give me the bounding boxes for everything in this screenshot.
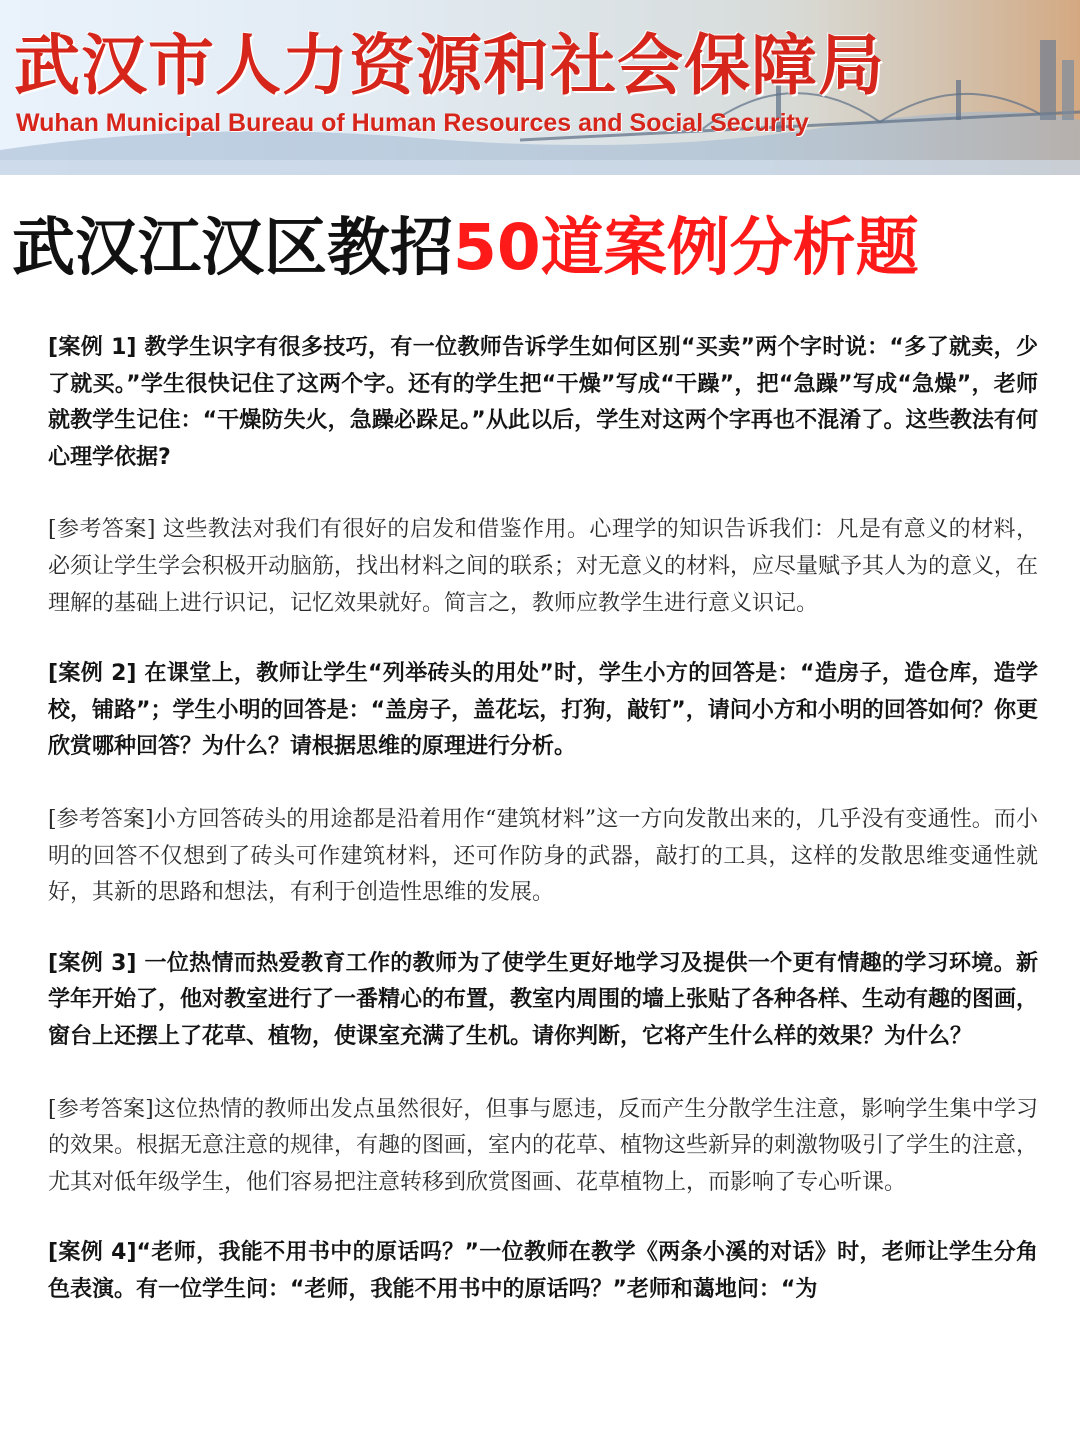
bureau-name-cn: 武汉市人力资源和社会保障局	[14, 27, 885, 104]
case-3-question-text: 一位热情而热爱教育工作的教师为了使学生更好地学习及提供一个更有情趣的学习环境。新学年开始了，他对教室进行了一番精心的布置，教室内周围的墙上张贴了各种各样、生动有趣的图画，窗台上还摆上了花草、植物，使课室充满了生机。请你判断，它将产生什么样的效果？为什么？	[48, 950, 1039, 1049]
page-title-highlight: 50道案例分析题	[453, 211, 919, 284]
header-banner	[0, 0, 1080, 175]
case-2-question-text: 在课堂上，教师让学生“列举砖头的用处”时，学生小方的回答是：“造房子，造仓库，造学校，铺路”；学生小明的回答是：“盖房子，盖花坛，打狗，敲钉”，请问小方和小明的回答如何？你更欣赏哪种回答？为什么？请根据思维的原理进行分析。	[48, 661, 1039, 760]
case-3-answer: [参考答案]这位热情的教师出发点虽然很好，但事与愿违，反而产生分散学生注意，影响学生集中学习的效果。根据无意注意的规律，有趣的图画，室内的花草、植物这些新异的刺激物吸引了学生的注意，尤其对低年级学生，他们容易把注意转移到欣赏图画、花草植物上，而影响了专心听课。	[48, 1096, 1039, 1195]
page-title-main: 武汉江汉区教招	[12, 211, 453, 284]
case-3-tag: [案例 3]	[48, 950, 137, 976]
case-2-question	[48, 656, 1038, 766]
case-1-question-text: 教学生识字有很多技巧，有一位教师告诉学生如何区别“买卖”两个字时说：“多了就卖，少了就买。”学生很快记住了这两个字。还有的学生把“干燥”写成“干躁”，把“急躁”写成“急燥”，老师就教学生记住：“干燥防失火，急躁必跺足。”从此以后，学生对这两个字再也不混淆了。这些教法有何心理学依据?	[48, 335, 1039, 470]
case-list	[48, 330, 1038, 1308]
case-4-question	[48, 1235, 1038, 1308]
bureau-name-en: Wuhan Municipal Bureau of Human Resources and Social Security	[16, 109, 809, 137]
case-4-tag: [案例 4]	[48, 1240, 137, 1266]
case-3-question	[48, 946, 1038, 1056]
case-1-tag: [案例 1]	[48, 335, 137, 360]
case-1-answer: [参考答案] 这些教法对我们有很好的启发和借鉴作用。心理学的知识告诉我们：凡是有意义的材料，必须让学生学会积极开动脑筋，找出材料之间的联系；对无意义的材料，应尽量赋予其人为的意义，在理解的基础上进行识记，记忆效果就好。简言之，教师应教学生进行意义识记。	[48, 517, 1039, 616]
page-title	[12, 205, 919, 291]
case-4-question-text: “老师，我能不用书中的原话吗？”一位教师在教学《两条小溪的对话》时，老师让学生分角色表演。有一位学生问：“老师，我能不用书中的原话吗？”老师和蔼地问：“为	[48, 1240, 1038, 1302]
case-1-question	[48, 330, 1038, 476]
case-2-answer: [参考答案]小方回答砖头的用途都是沿着用作“建筑材料”这一方向发散出来的，几乎没有变通性。而小明的回答不仅想到了砖头可作建筑材料，还可作防身的武器，敲打的工具，这样的发散思维变通性就好，其新的思路和想法，有利于创造性思维的发展。	[48, 806, 1038, 906]
case-2-tag: [案例 2]	[48, 661, 137, 687]
